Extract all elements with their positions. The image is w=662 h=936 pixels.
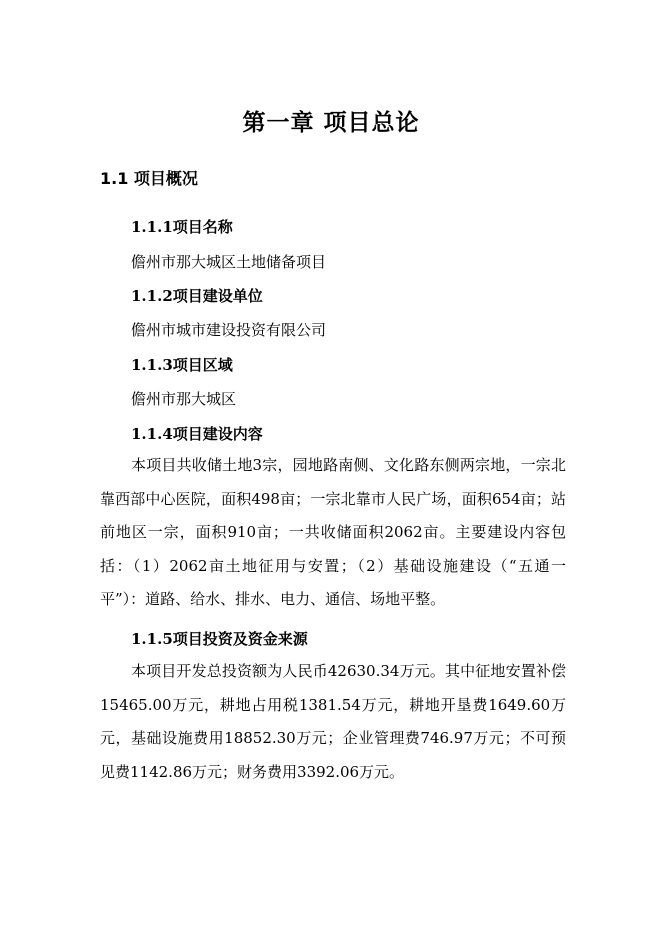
investment-heading: 1.1.5项目投资及资金来源 [131, 630, 308, 648]
construction-content-heading: 1.1.4项目建设内容 [131, 425, 263, 443]
construction-unit-heading: 1.1.2项目建设单位 [131, 287, 263, 305]
project-area-text: 儋州市那大城区 [131, 390, 237, 408]
project-name-heading: 1.1.1项目名称 [131, 218, 233, 236]
section-heading: 1.1 项目概况 [100, 169, 198, 188]
chapter-title: 第一章 项目总论 [242, 109, 420, 136]
construction-content-paragraph: 本项目共收储土地3宗，园地路南侧、文化路东侧两宗地，一宗北靠西部中心医院，面积498亩；一宗北靠市人民广场，面积654亩；站前地区一宗，面积910亩；一共收储面积2062亩。主要建设内容包括：（1）2062亩土地征用与安置；（2）基础设施建设（“五通一平”）：道路、给水、排水、电力、通信、场地平整。 [100, 456, 566, 608]
investment-paragraph: 本项目开发总投资额为人民币42630.34万元。其中征地安置补偿15465.00万元，耕地占用税1381.54万元，耕地开垦费1649.60万元，基础设施费用18852.30万元；企业管理费746.97万元；不可预见费1142.86万元；财务费用3392.06万元。 [100, 662, 566, 781]
construction-unit-text: 儋州市城市建设投资有限公司 [131, 321, 327, 339]
project-area-heading: 1.1.3项目区域 [131, 356, 233, 374]
project-name-text: 儋州市那大城区土地储备项目 [131, 253, 327, 271]
